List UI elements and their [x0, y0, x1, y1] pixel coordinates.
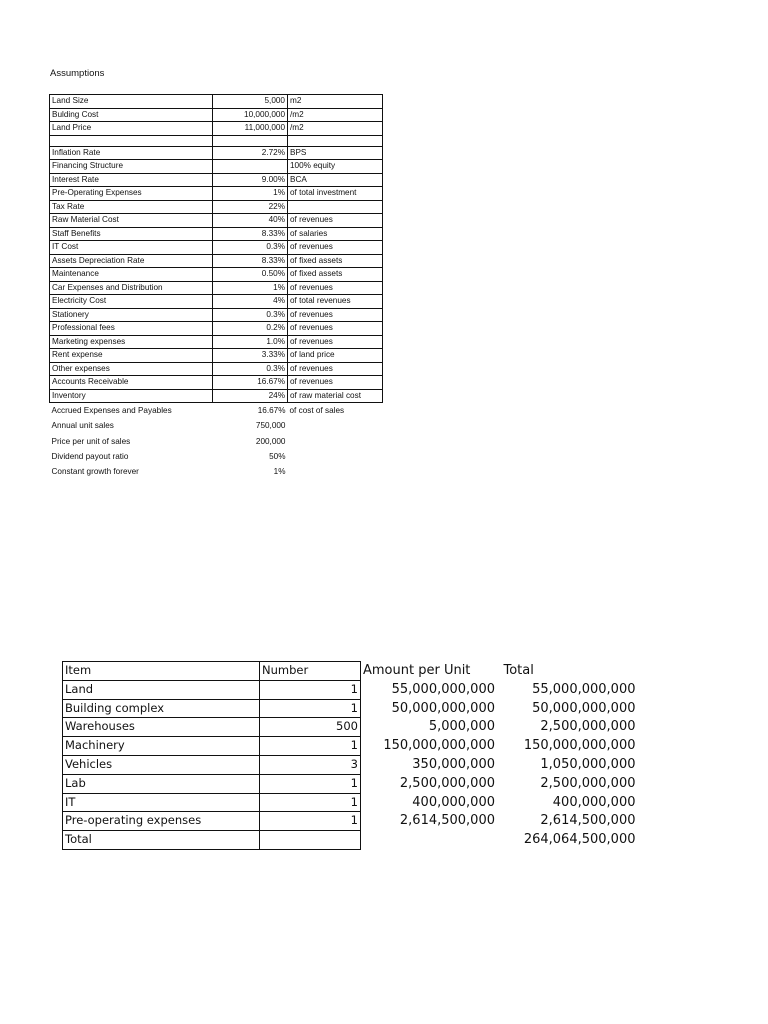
header-amount: Amount per Unit — [363, 663, 471, 678]
assumption-row — [50, 227, 383, 241]
assumption-label: Constant growth forever — [51, 467, 139, 477]
investment-total: 1,050,000,000 — [540, 756, 636, 772]
assumption-value: 200,000 — [255, 436, 286, 446]
assumption-value: 4% — [213, 295, 288, 309]
assumption-label: Price per unit of sales — [51, 436, 131, 446]
investment-item: Pre-operating expenses — [63, 812, 260, 831]
assumption-value: 11,000,000 — [213, 122, 288, 136]
assumption-label: Assets Depreciation Rate — [50, 254, 213, 268]
assumption-value: 3.33% — [213, 349, 288, 363]
total-label: Total — [63, 831, 260, 850]
assumption-unit: of revenues — [288, 362, 383, 376]
assumption-value: 0.3% — [213, 308, 288, 322]
assumption-unit: of revenues — [288, 335, 383, 349]
assumption-value: 1.0% — [213, 335, 288, 349]
assumption-label: Land Size — [50, 95, 213, 109]
assumption-value: 9.00% — [213, 173, 288, 187]
investment-amount: 55,000,000,000 — [391, 681, 495, 697]
assumption-label: Car Expenses and Distribution — [50, 281, 213, 295]
investment-header-row — [63, 662, 638, 681]
assumption-value: 40% — [213, 214, 288, 228]
assumption-row — [50, 322, 383, 336]
assumption-row — [50, 295, 383, 309]
investment-row — [63, 774, 638, 793]
total-number — [260, 831, 361, 850]
assumption-unit: BCA — [288, 173, 383, 187]
assumption-row — [50, 308, 383, 322]
investment-amount: 5,000,000 — [428, 719, 495, 735]
investment-number: 1 — [260, 680, 361, 699]
assumption-label: Tax Rate — [50, 200, 213, 214]
assumption-label: Land Price — [50, 122, 213, 136]
assumption-unit: of fixed assets — [288, 268, 383, 282]
spacer-cell — [213, 135, 288, 146]
assumption-row — [50, 449, 383, 464]
assumptions-title: Assumptions — [50, 68, 105, 79]
assumption-row — [50, 254, 383, 268]
assumption-label: Accounts Receivable — [50, 376, 213, 390]
assumption-label: Electricity Cost — [50, 295, 213, 309]
investment-row — [63, 699, 638, 718]
assumption-row — [50, 268, 383, 282]
assumption-value: 0.50% — [213, 268, 288, 282]
assumption-label: Accrued Expenses and Payables — [51, 406, 172, 415]
investment-row — [63, 812, 638, 831]
investment-number: 1 — [260, 774, 361, 793]
investment-row — [63, 793, 638, 812]
assumption-label: Raw Material Cost — [50, 214, 213, 228]
assumption-unit: of revenues — [288, 241, 383, 255]
assumption-row — [50, 389, 383, 403]
investment-item: Vehicles — [63, 755, 260, 774]
assumption-unit: m2 — [288, 95, 383, 109]
assumption-value: 2.72% — [213, 146, 288, 160]
assumption-unit: /m2 — [288, 122, 383, 136]
header-item: Item — [63, 662, 260, 681]
header-number: Number — [260, 662, 361, 681]
assumption-unit — [288, 434, 383, 449]
assumption-row — [50, 173, 383, 187]
investment-amount: 2,614,500,000 — [399, 813, 495, 829]
assumption-row — [50, 160, 383, 174]
investment-item: Machinery — [63, 737, 260, 756]
assumption-label: Financing Structure — [50, 160, 213, 174]
investment-item: IT — [63, 793, 260, 812]
assumption-row — [50, 434, 383, 449]
investment-number: 500 — [260, 718, 361, 737]
assumption-unit: of raw material cost — [288, 389, 383, 403]
assumption-value: 8.33% — [213, 254, 288, 268]
assumption-value: 24% — [213, 389, 288, 403]
investment-item: Warehouses — [63, 718, 260, 737]
assumption-row — [50, 241, 383, 255]
investment-number: 3 — [260, 755, 361, 774]
assumption-row — [50, 335, 383, 349]
assumption-label: Marketing expenses — [50, 335, 213, 349]
assumption-row — [50, 349, 383, 363]
assumption-unit — [288, 418, 383, 433]
header-total: Total — [503, 663, 534, 678]
investment-total: 150,000,000,000 — [523, 738, 636, 754]
investment-row — [63, 718, 638, 737]
assumption-spacer-row — [50, 135, 383, 146]
investment-amount: 2,500,000,000 — [399, 775, 495, 791]
assumption-unit: of revenues — [288, 308, 383, 322]
assumption-unit: of revenues — [288, 281, 383, 295]
assumption-value: 750,000 — [255, 421, 286, 431]
investment-total-row — [63, 831, 638, 850]
investment-item: Land — [63, 680, 260, 699]
assumption-label: IT Cost — [50, 241, 213, 255]
assumption-value: 16.67% — [213, 376, 288, 390]
investment-amount: 150,000,000,000 — [383, 738, 495, 754]
assumption-row — [50, 187, 383, 201]
assumption-unit — [288, 449, 383, 464]
assumption-label: Staff Benefits — [50, 227, 213, 241]
investment-number: 1 — [260, 737, 361, 756]
assumption-label: Other expenses — [50, 362, 213, 376]
assumption-label: Dividend payout ratio — [51, 451, 129, 461]
assumption-value: 16.67% — [257, 406, 286, 415]
investment-total: 55,000,000,000 — [532, 681, 636, 697]
assumption-row — [50, 108, 383, 122]
investment-row — [63, 680, 638, 699]
investment-item: Lab — [63, 774, 260, 793]
assumption-value: 8.33% — [213, 227, 288, 241]
assumption-row — [50, 146, 383, 160]
assumption-unit: /m2 — [288, 108, 383, 122]
assumption-row — [50, 403, 383, 419]
assumption-unit: of revenues — [288, 376, 383, 390]
assumption-label: Rent expense — [50, 349, 213, 363]
assumption-value: 1% — [273, 467, 286, 477]
assumption-value: 0.2% — [213, 322, 288, 336]
assumption-value: 0.3% — [213, 241, 288, 255]
assumption-label: Stationery — [50, 308, 213, 322]
spacer-cell — [288, 135, 383, 146]
assumption-label: Bulding Cost — [50, 108, 213, 122]
assumption-unit: of revenues — [288, 214, 383, 228]
assumption-unit: of fixed assets — [288, 254, 383, 268]
assumption-label: Maintenance — [50, 268, 213, 282]
assumption-label: Inventory — [50, 389, 213, 403]
assumption-row — [50, 281, 383, 295]
investment-row — [63, 737, 638, 756]
assumption-row — [50, 200, 383, 214]
spacer-cell — [50, 135, 213, 146]
assumption-label: Annual unit sales — [51, 421, 114, 431]
assumption-unit: of land price — [288, 349, 383, 363]
assumption-row — [50, 362, 383, 376]
assumption-row — [50, 95, 383, 109]
assumption-row — [50, 376, 383, 390]
assumption-row — [50, 418, 383, 433]
investment-total: 2,500,000,000 — [540, 775, 636, 791]
investment-item: Building complex — [63, 699, 260, 718]
assumption-row — [50, 464, 383, 479]
total-amount — [361, 831, 498, 850]
assumption-unit: of revenues — [288, 322, 383, 336]
assumption-label: Professional fees — [50, 322, 213, 336]
assumption-unit — [288, 200, 383, 214]
assumption-value: 10,000,000 — [213, 108, 288, 122]
investment-amount: 350,000,000 — [412, 756, 495, 772]
assumption-unit: of salaries — [288, 227, 383, 241]
investment-row — [63, 755, 638, 774]
investment-amount: 400,000,000 — [412, 794, 495, 810]
investment-number: 1 — [260, 812, 361, 831]
assumption-value: 22% — [213, 200, 288, 214]
assumption-label: Interest Rate — [50, 173, 213, 187]
assumption-unit: 100% equity — [288, 160, 383, 174]
investment-total: 2,614,500,000 — [540, 813, 636, 829]
investment-number: 1 — [260, 793, 361, 812]
grand-total: 264,064,500,000 — [523, 832, 636, 848]
assumption-label: Inflation Rate — [50, 146, 213, 160]
investment-total: 50,000,000,000 — [532, 700, 636, 716]
assumption-unit: of total investment — [288, 187, 383, 201]
assumption-value: 5,000 — [213, 95, 288, 109]
assumptions-table — [49, 94, 383, 479]
investment-amount: 50,000,000,000 — [391, 700, 495, 716]
assumption-value: 50% — [269, 451, 286, 461]
assumption-row — [50, 122, 383, 136]
assumption-unit: BPS — [288, 146, 383, 160]
investment-total: 2,500,000,000 — [540, 719, 636, 735]
assumption-value — [213, 160, 288, 174]
assumption-value: 1% — [213, 187, 288, 201]
investment-total: 400,000,000 — [552, 794, 636, 810]
assumption-value: 1% — [213, 281, 288, 295]
assumption-unit: of cost of sales — [289, 406, 345, 415]
assumption-unit: of total revenues — [288, 295, 383, 309]
assumption-unit — [288, 464, 383, 479]
investment-number: 1 — [260, 699, 361, 718]
assumption-row — [50, 214, 383, 228]
investment-table — [62, 661, 638, 850]
assumption-value: 0.3% — [213, 362, 288, 376]
assumption-label: Pre-Operating Expenses — [50, 187, 213, 201]
